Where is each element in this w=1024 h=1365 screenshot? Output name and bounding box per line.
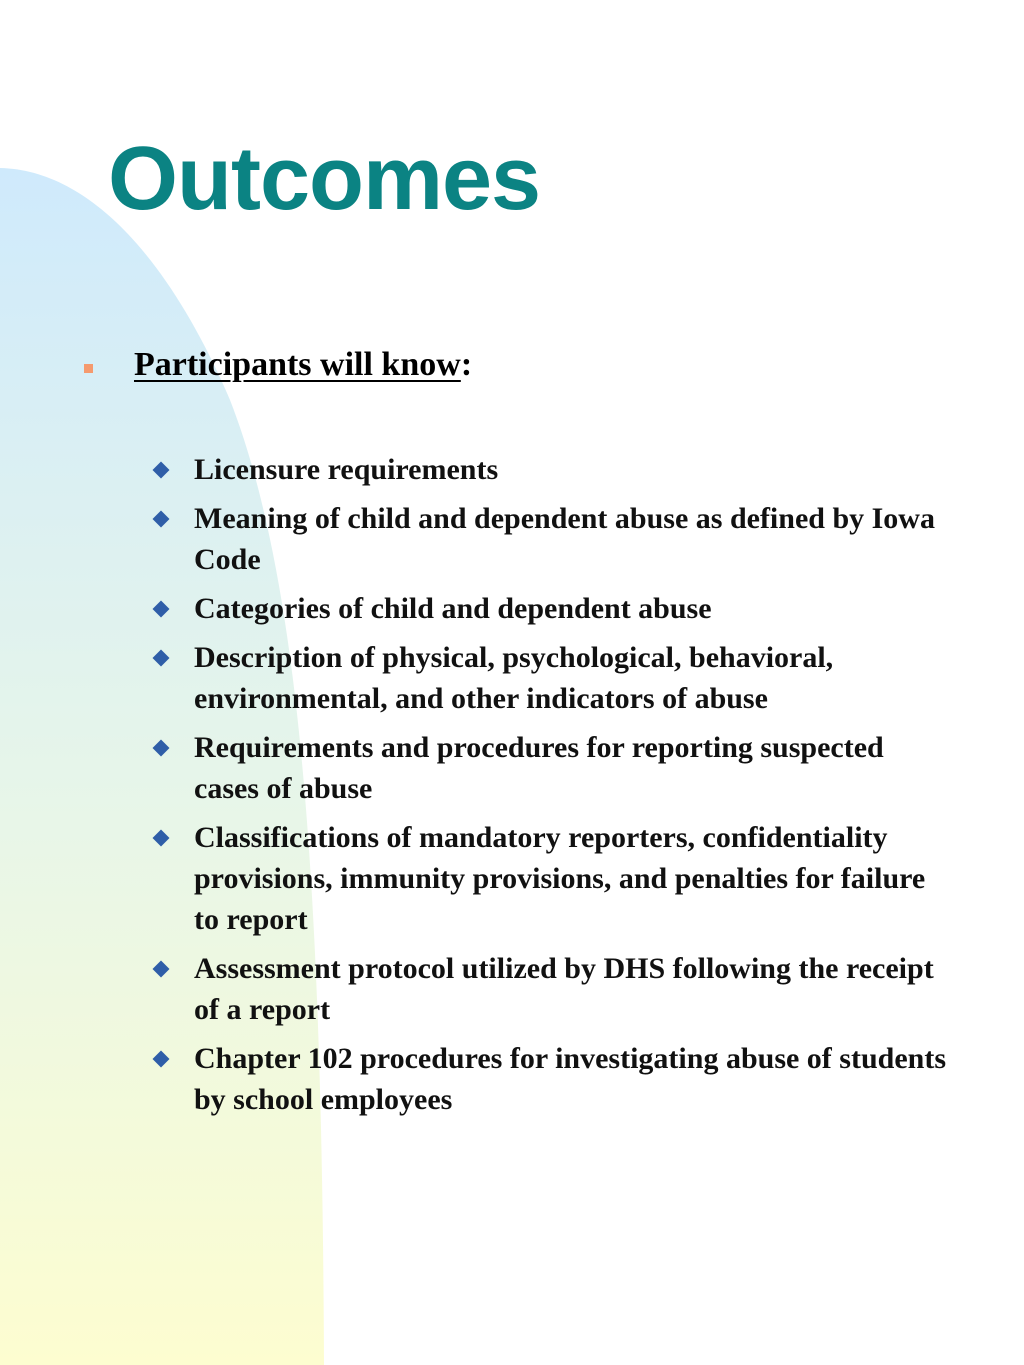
list-item-text: Description of physical, psychological, behavioral, environmental, and other indicators of abuse	[194, 641, 834, 715]
list-item	[150, 588, 950, 629]
list-item-text: Requirements and procedures for reporting suspected cases of abuse	[194, 731, 884, 805]
lead-text	[134, 342, 472, 388]
diamond-bullet-icon	[153, 830, 170, 847]
list-item-text: Meaning of child and dependent abuse as defined by Iowa Code	[194, 502, 935, 576]
diamond-bullet-icon	[153, 511, 170, 528]
lead-suffix: :	[460, 346, 473, 383]
diamond-bullet-icon	[153, 740, 170, 757]
list-item	[150, 498, 950, 580]
outcomes-list	[150, 449, 950, 1128]
list-item-text: Categories of child and dependent abuse	[194, 592, 712, 625]
list-item	[150, 817, 950, 940]
list-item	[150, 637, 950, 719]
list-item	[150, 727, 950, 809]
diamond-bullet-icon	[153, 650, 170, 667]
list-item	[150, 1038, 950, 1120]
list-item	[150, 449, 950, 490]
list-item-text: Chapter 102 procedures for investigating abuse of students by school employees	[194, 1042, 946, 1116]
list-item-text: Classifications of mandatory reporters, confidentiality provisions, immunity provisions, and penalties for failure to report	[194, 821, 926, 936]
list-item-text: Licensure requirements	[194, 453, 499, 486]
lead-label: Participants will know	[134, 346, 461, 383]
diamond-bullet-icon	[153, 601, 170, 618]
diamond-bullet-icon	[153, 462, 170, 479]
square-bullet-icon	[84, 364, 93, 373]
list-item	[150, 948, 950, 1030]
diamond-bullet-icon	[153, 961, 170, 978]
slide-title: Outcomes	[108, 129, 541, 229]
diamond-bullet-icon	[153, 1051, 170, 1068]
list-item-text: Assessment protocol utilized by DHS following the receipt of a report	[194, 952, 934, 1026]
